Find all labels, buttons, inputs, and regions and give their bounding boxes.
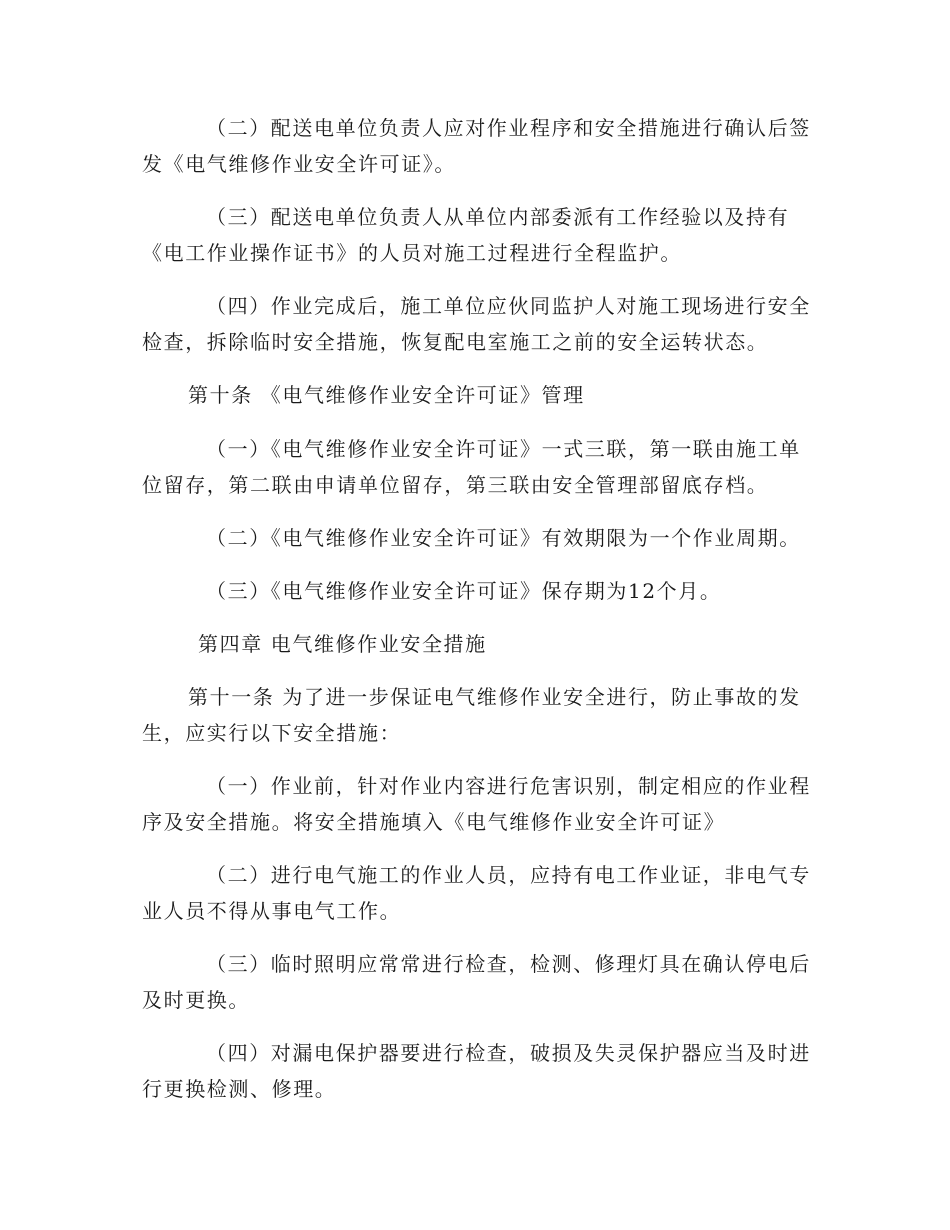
paragraph-line: （二）配送电单位负责人应对作业程序和安全措施进行确认后签 [206,116,811,140]
measure-temporary-lighting [142,946,811,1018]
paragraph-after-work [142,288,811,360]
paragraph-line: （二）进行电气施工的作业人员，应持有电工作业证，非电气专 [206,863,811,887]
measure-leakage-protector [142,1035,811,1107]
paragraph-supervisor-sign [142,110,811,182]
paragraph-line: 《电工作业操作证书》的人员对施工过程进行全程监护。 [142,241,682,265]
measure-electrician-certificate [142,857,811,929]
paragraph-line: （四）作业完成后，施工单位应伙同监护人对施工现场进行安全 [206,294,811,318]
paragraph-line: 检查，拆除临时安全措施，恢复配电室施工之前的安全运转状态。 [142,330,769,354]
paragraph-line: 第十条 《电气维修作业安全许可证》管理 [188,383,585,407]
paragraph-permit-copies [142,431,808,503]
paragraph-line: （一）作业前，针对作业内容进行危害识别，制定相应的作业程 [206,774,811,798]
paragraph-line: 及时更换。 [142,988,250,1012]
paragraph-line: 行更换检测、修理。 [142,1077,337,1101]
paragraph-permit-validity [142,520,808,556]
paragraph-line: （二）《电气维修作业安全许可证》有效期限为一个作业周期。 [206,526,801,550]
paragraph-line: （一）《电气维修作业安全许可证》一式三联，第一联由施工单 [206,437,801,461]
paragraph-line: （三）临时照明应常常进行检查，检测、修理灯具在确认停电后 [206,952,811,976]
chapter-4-heading [142,626,808,662]
paragraph-line: 序及安全措施。将安全措施填入《电气维修作业安全许可证》 [142,810,726,834]
paragraph-line: （三）《电气维修作业安全许可证》保存期为12个月。 [206,579,722,603]
paragraph-line: 业人员不得从事电气工作。 [142,899,402,923]
paragraph-line: （三）配送电单位负责人从单位内部委派有工作经验以及持有 [206,205,790,229]
paragraph-supervisor-assign [142,199,808,271]
paragraph-line: 第十一条 为了进一步保证电气维修作业安全进行，防止事故的发 [188,685,801,709]
paragraph-line: 生，应实行以下安全措施： [142,721,402,745]
paragraph-line: 发《电气维修作业安全许可证》。 [142,152,456,176]
paragraph-line: （四）对漏电保护器要进行检查，破损及失灵保护器应当及时进 [206,1041,811,1065]
paragraph-permit-retention [142,573,808,609]
paragraph-line: 第四章 电气维修作业安全措施 [198,632,487,656]
article-10-heading [142,377,808,413]
article-11-intro [142,679,808,751]
measure-hazard-identification [142,768,811,840]
paragraph-line: 位留存，第二联由申请单位留存，第三联由安全管理部留底存档。 [142,473,769,497]
